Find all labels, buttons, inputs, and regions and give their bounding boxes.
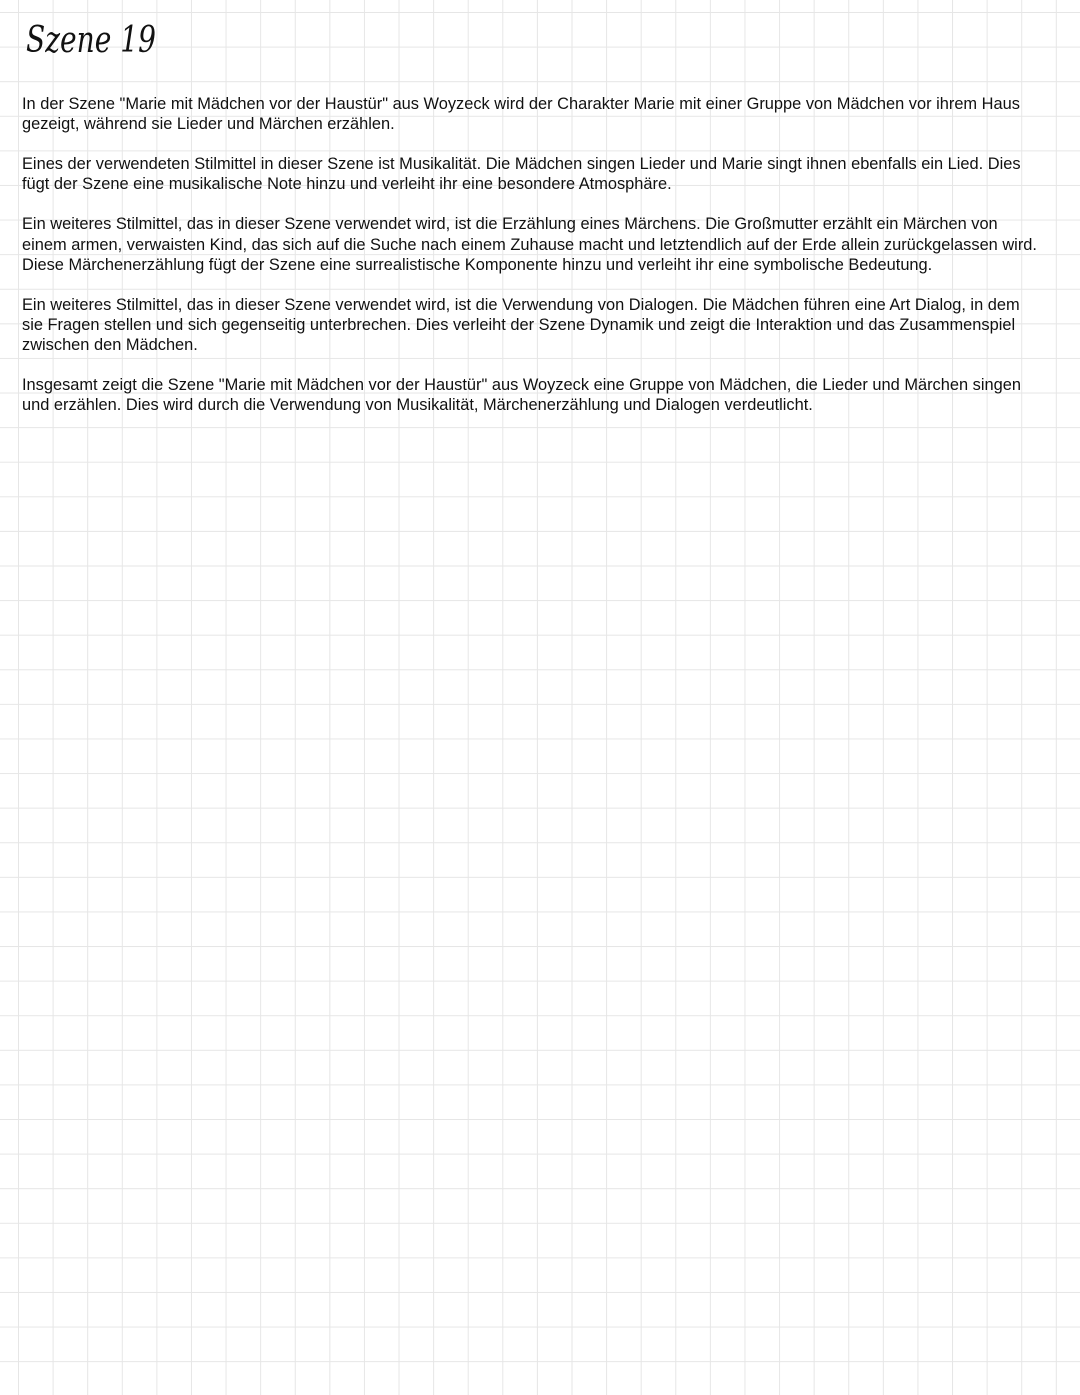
paragraph-intro: In der Szene "Marie mit Mädchen vor der Haustür" aus Woyzeck wird der Charakter Marie mit einer Gruppe von Mädchen vor ihrem Haus gezeigt, während sie Lieder und Märchen erzählen.: [22, 95, 1020, 134]
paragraph-fairy-tale: Ein weiteres Stilmittel, das in dieser Szene verwendet wird, ist die Erzählung eines Märchens. Die Großmutter erzählt ein Märchen von einem armen, verwaisten Kind, das sich auf die Suche nach einem Zuhause macht und letztendlich auf der Erde allein zurückgelassen wird. Diese Märchenerzählung fügt der Szene eine surrealistische Komponente hinzu und verleiht ihr eine symbolische Bedeutung.: [22, 215, 1037, 274]
paragraph-dialogue: Ein weiteres Stilmittel, das in dieser Szene verwendet wird, ist die Verwendung von Dialogen. Die Mädchen führen eine Art Dialog, in dem sie Fragen stellen und sich gegenseitig unterbrechen. Dies verleiht der Szene Dynamik und zeigt die Interaktion und das Zusammenspiel zwischen den Mädchen.: [22, 295, 1020, 355]
paragraph-conclusion: Insgesamt zeigt die Szene "Marie mit Mädchen vor der Haustür" aus Woyzeck eine Gruppe von Mädchen, die Lieder und Märchen singen und erzählen. Dies wird durch die Verwendung von Musikalität, Märchenerzählung und Dialogen verdeutlicht.: [22, 376, 1021, 415]
paragraph-musicality: Eines der verwendeten Stilmittel in dieser Szene ist Musikalität. Die Mädchen singen Lieder und Marie singt ihnen ebenfalls ein Lied. Dies fügt der Szene eine musikalische Note hinzu und verleiht ihr eine besondere Atmosphäre.: [22, 155, 1021, 194]
document-body: [22, 94, 1042, 435]
handwritten-heading: Szene 19: [26, 20, 157, 61]
